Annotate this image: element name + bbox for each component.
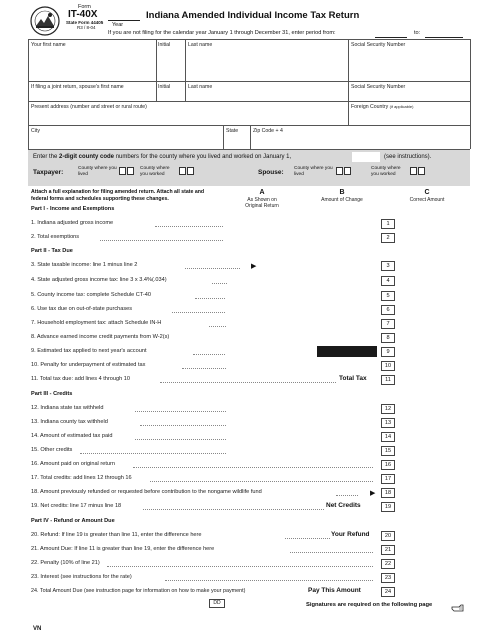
form-word: Form — [78, 4, 91, 10]
period-to-field[interactable] — [425, 37, 463, 38]
line-14-label: 14. Amount of estimated tax paid — [31, 433, 113, 439]
line-21-label: 21. Amount Due: If line 11 is greater than line 19, enter the difference here — [31, 546, 215, 552]
spouse-lived-box-2[interactable] — [344, 167, 351, 175]
line-7-number: 7 — [381, 319, 395, 329]
state-form-number: State Form 44405 — [66, 20, 104, 25]
line-20-number: 20 — [381, 531, 395, 541]
spouse-ssn-field[interactable]: Social Security Number — [351, 84, 406, 90]
line-12-number: 12 — [381, 404, 395, 414]
line-16-number: 16 — [381, 460, 395, 470]
foreign-country-field[interactable] — [351, 104, 413, 110]
line-4-label: 4. State adjusted gross income tax: line 3 x 3.4%(.034) — [31, 277, 167, 283]
line-6-label: 6. Use tax due on out-of-state purchases — [31, 306, 133, 312]
line-13-number: 13 — [381, 418, 395, 428]
state-field[interactable]: State — [226, 128, 239, 134]
line-20-label: 20. Refund: If line 19 is greater than line 11, enter the difference here — [31, 532, 202, 538]
line-22-label: 22. Penalty (10% of line 21) — [31, 560, 100, 566]
line-1-label: 1. Indiana adjusted gross income — [31, 220, 114, 226]
line-19-label: 19. Net credits: line 17 minus line 18 — [31, 503, 122, 509]
line-11-tail: Total Tax — [339, 375, 367, 382]
part2-heading: Part II - Tax Due — [31, 248, 73, 254]
column-b-text: Amount of Change — [321, 197, 363, 203]
signatures-note: Signatures are required on the following page — [306, 602, 433, 608]
spouse-lived-label: County where you lived — [294, 166, 333, 177]
dd-field[interactable]: DD — [209, 599, 225, 608]
vn-code: VN — [33, 626, 42, 632]
column-c-letter: C — [424, 189, 430, 196]
line-17-number: 17 — [381, 474, 395, 484]
line-24-tail: Pay This Amount — [308, 587, 361, 594]
form-revision: R3 / 8-04 — [77, 25, 96, 30]
line-13-label: 13. Indiana county tax withheld — [31, 419, 108, 425]
column-b-header — [318, 189, 366, 203]
line-2-label: 2. Total exemptions — [31, 234, 80, 240]
period-instruction: If you are not filing for the calendar year January 1 through December 31, enter period from: — [108, 30, 336, 36]
part3-heading: Part III - Credits — [31, 391, 73, 397]
line-14-number: 14 — [381, 432, 395, 442]
arrow-right-icon: ▶ — [370, 490, 376, 497]
line-24-number: 24 — [381, 587, 395, 597]
spouse-initial-field[interactable]: Initial — [158, 84, 171, 90]
part4-heading: Part IV - Refund or Amount Due — [31, 518, 115, 524]
initial-field[interactable]: Initial — [158, 42, 171, 48]
foreign-country-label: Foreign Country — [351, 104, 389, 110]
line-1-number: 1 — [381, 219, 395, 229]
county-instruction-note: (see instructions). — [384, 154, 432, 160]
line-23-number: 23 — [381, 573, 395, 583]
line-15-number: 15 — [381, 446, 395, 456]
year-label: Year — [112, 22, 124, 28]
line-8-number: 8 — [381, 333, 395, 343]
taxpayer-worked-box-1[interactable] — [179, 167, 186, 175]
line-18-number: 18 — [381, 488, 395, 498]
line-22-number: 22 — [381, 559, 395, 569]
line-19-tail: Net Credits — [326, 502, 361, 509]
line-7-label: 7. Household employment tax: attach Schedule IN-H — [31, 320, 162, 326]
line-9-label: 9. Estimated tax applied to next year's account — [31, 348, 147, 354]
spouse-worked-box-1[interactable] — [410, 167, 417, 175]
county-year-field[interactable] — [352, 152, 380, 162]
foreign-country-note: (if applicable) — [389, 104, 414, 109]
line-21-number: 21 — [381, 545, 395, 555]
spouse-worked-label: County where you worked — [371, 166, 401, 177]
column-a-text: As Shown on Original Return — [245, 197, 279, 209]
city-field[interactable]: City — [31, 128, 40, 134]
line-11-number: 11 — [381, 375, 395, 385]
spouse-lived-box-1[interactable] — [336, 167, 343, 175]
taxpayer-lived-box-2[interactable] — [127, 167, 134, 175]
spouse-first-name-field[interactable]: If filing a joint return, spouse's first name — [31, 84, 124, 90]
line-12-label: 12. Indiana state tax withheld — [31, 405, 104, 411]
county-instruction-bold: 2-digit county code — [59, 154, 115, 160]
form-number: IT-40X — [68, 9, 98, 20]
ssn-field[interactable]: Social Security Number — [351, 42, 406, 48]
state-seal-icon — [30, 6, 60, 36]
line-19-number: 19 — [381, 502, 395, 512]
line-10-label: 10. Penalty for underpayment of estimated tax — [31, 362, 146, 368]
county-instruction-post: numbers for the county where you lived and worked on January 1, — [114, 154, 292, 160]
first-name-field[interactable]: Your first name — [31, 42, 66, 48]
county-instruction — [33, 154, 291, 160]
county-instruction-pre: Enter the — [33, 154, 60, 160]
taxpayer-lived-box-1[interactable] — [119, 167, 126, 175]
zip-field[interactable]: Zip Code + 4 — [253, 128, 283, 134]
column-c-header — [403, 189, 451, 203]
period-from-field[interactable] — [375, 37, 407, 38]
taxpayer-label: Taxpayer: — [33, 169, 64, 176]
last-name-field[interactable]: Last name — [188, 42, 213, 48]
taxpayer-worked-label: County where you worked — [140, 166, 170, 177]
form-title: Indiana Amended Individual Income Tax Return — [146, 10, 360, 21]
line-18-label: 18. Amount previously refunded or requested before contribution to the nongame wildlife fund — [31, 489, 262, 495]
line-24-label: 24. Total Amount Due (see instruction page for information on how to make your payment) — [31, 588, 246, 594]
line-16-label: 16. Amount paid on original return — [31, 461, 115, 467]
line-2-number: 2 — [381, 233, 395, 243]
part1-heading: Part I - Income and Exemptions — [31, 206, 115, 212]
arrow-right-icon: ▶ — [251, 263, 257, 270]
column-a-header — [238, 189, 286, 209]
year-field[interactable] — [108, 20, 140, 21]
line-3-label: 3. State taxable income: line 1 minus line 2 — [31, 262, 138, 268]
taxpayer-lived-label: County where you lived — [78, 166, 117, 177]
column-a-letter: A — [259, 189, 265, 196]
spouse-label: Spouse: — [258, 169, 284, 176]
column-b-letter: B — [339, 189, 345, 196]
line-6-number: 6 — [381, 305, 395, 315]
taxpayer-worked-box-2[interactable] — [187, 167, 194, 175]
address-field[interactable]: Present address (number and street or rural route) — [31, 104, 147, 110]
line-9-number: 9 — [381, 347, 395, 357]
line-3-number: 3 — [381, 261, 395, 271]
line-17-label: 17. Total credits: add lines 12 through 16 — [31, 475, 132, 481]
spouse-worked-box-2[interactable] — [418, 167, 425, 175]
line-11-label: 11. Total tax due: add lines 4 through 10 — [31, 376, 130, 382]
line-4-number: 4 — [381, 276, 395, 286]
column-c-text: Correct Amount — [409, 197, 445, 203]
spouse-last-name-field[interactable]: Last name — [188, 84, 213, 90]
attach-note: Attach a full explanation for filing amended return. Attach all state and federal forms and schedules supporting these changes. — [31, 189, 205, 202]
line-5-number: 5 — [381, 291, 395, 301]
line-8-label: 8. Advance earned income credit payments from W-2(s) — [31, 334, 170, 340]
line-15-label: 15. Other credits — [31, 447, 73, 453]
line-23-label: 23. Interest (see instructions for the rate) — [31, 574, 132, 580]
pointing-hand-icon — [451, 600, 465, 618]
line-9-shaded-box — [317, 346, 377, 357]
line-10-number: 10 — [381, 361, 395, 371]
line-5-label: 5. County income tax: complete Schedule CT-40 — [31, 292, 152, 298]
line-20-tail: Your Refund — [331, 531, 370, 538]
period-to-label: to: — [414, 30, 421, 36]
